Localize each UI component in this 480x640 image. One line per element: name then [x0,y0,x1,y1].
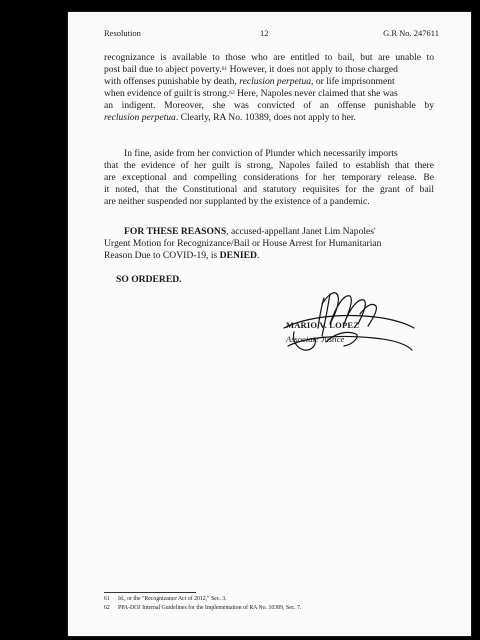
text-line: that the evidence of her guilt is strong, Napoles failed to establish that there [104,160,434,171]
footnote-ref: 62 [229,90,235,96]
case-number: G.R No. 247611 [383,28,439,38]
footnote-divider [104,592,196,593]
text-line: are neither suspended nor supplanted by the existence of a pandemic. [104,196,370,207]
denied-word: DENIED [219,250,257,261]
paragraph-conclusion [104,148,434,208]
paragraph-disposition [104,226,434,262]
page-header [104,28,439,40]
text-line: reclusion perpetua. Clearly, RA No. 10389, does not apply to her. [104,112,356,123]
text-line: In fine, aside from her conviction of Plunder which necessarily imports [124,148,398,159]
bold-phrase: FOR THESE REASONS [124,226,227,237]
text-line: recognizance is available to those who are entitled to bail, but are unable to [104,52,434,63]
text-line: are exceptional and compelling considerations for her temporary release. Be [104,172,434,183]
signatory-name: MARIO V. LOPEZ [286,320,360,330]
text-line: when evidence of guilt is strong.$^{62}$ Here, Napoles never claimed that she was [104,88,398,99]
signatory-title: Associate Justice [286,334,345,344]
text-line: it noted, that the Constitutional and statutory requisites for the grant of bail [104,184,434,195]
page-number: 12 [260,28,269,38]
header-document-type: Resolution [104,28,141,38]
footnote: 61 Id., or the "Recognizance Act of 2012," Sec. 3. [104,596,227,602]
signature-block [264,284,434,374]
text-line: Urgent Motion for Recognizance/Bail or House Arrest for Humanitarian [104,238,382,249]
text-line: an indigent. Moreover, she was convicted of an offense punishable by [104,100,434,111]
so-ordered: SO ORDERED. [116,274,182,285]
paragraph-recognizance [104,52,434,124]
text-line: FOR THESE REASONS, accused-appellant Janet Lim Napoles' [124,226,376,237]
footnote: 62 PPA-DOJ Internal Guidelines for the Implementation of RA No. 10389, Sec. 7. [104,605,302,611]
text-line: with offenses punishable by death, reclusion perpetua, or life imprisonment [104,76,395,87]
text-line: Reason Due to COVID-19, is DENIED. [104,250,260,261]
text-line: post bail due to abject poverty.$^{61}$ However, it does not apply to those charged [104,64,398,75]
footnote-ref: 61 [221,66,228,72]
document-page [68,12,471,636]
